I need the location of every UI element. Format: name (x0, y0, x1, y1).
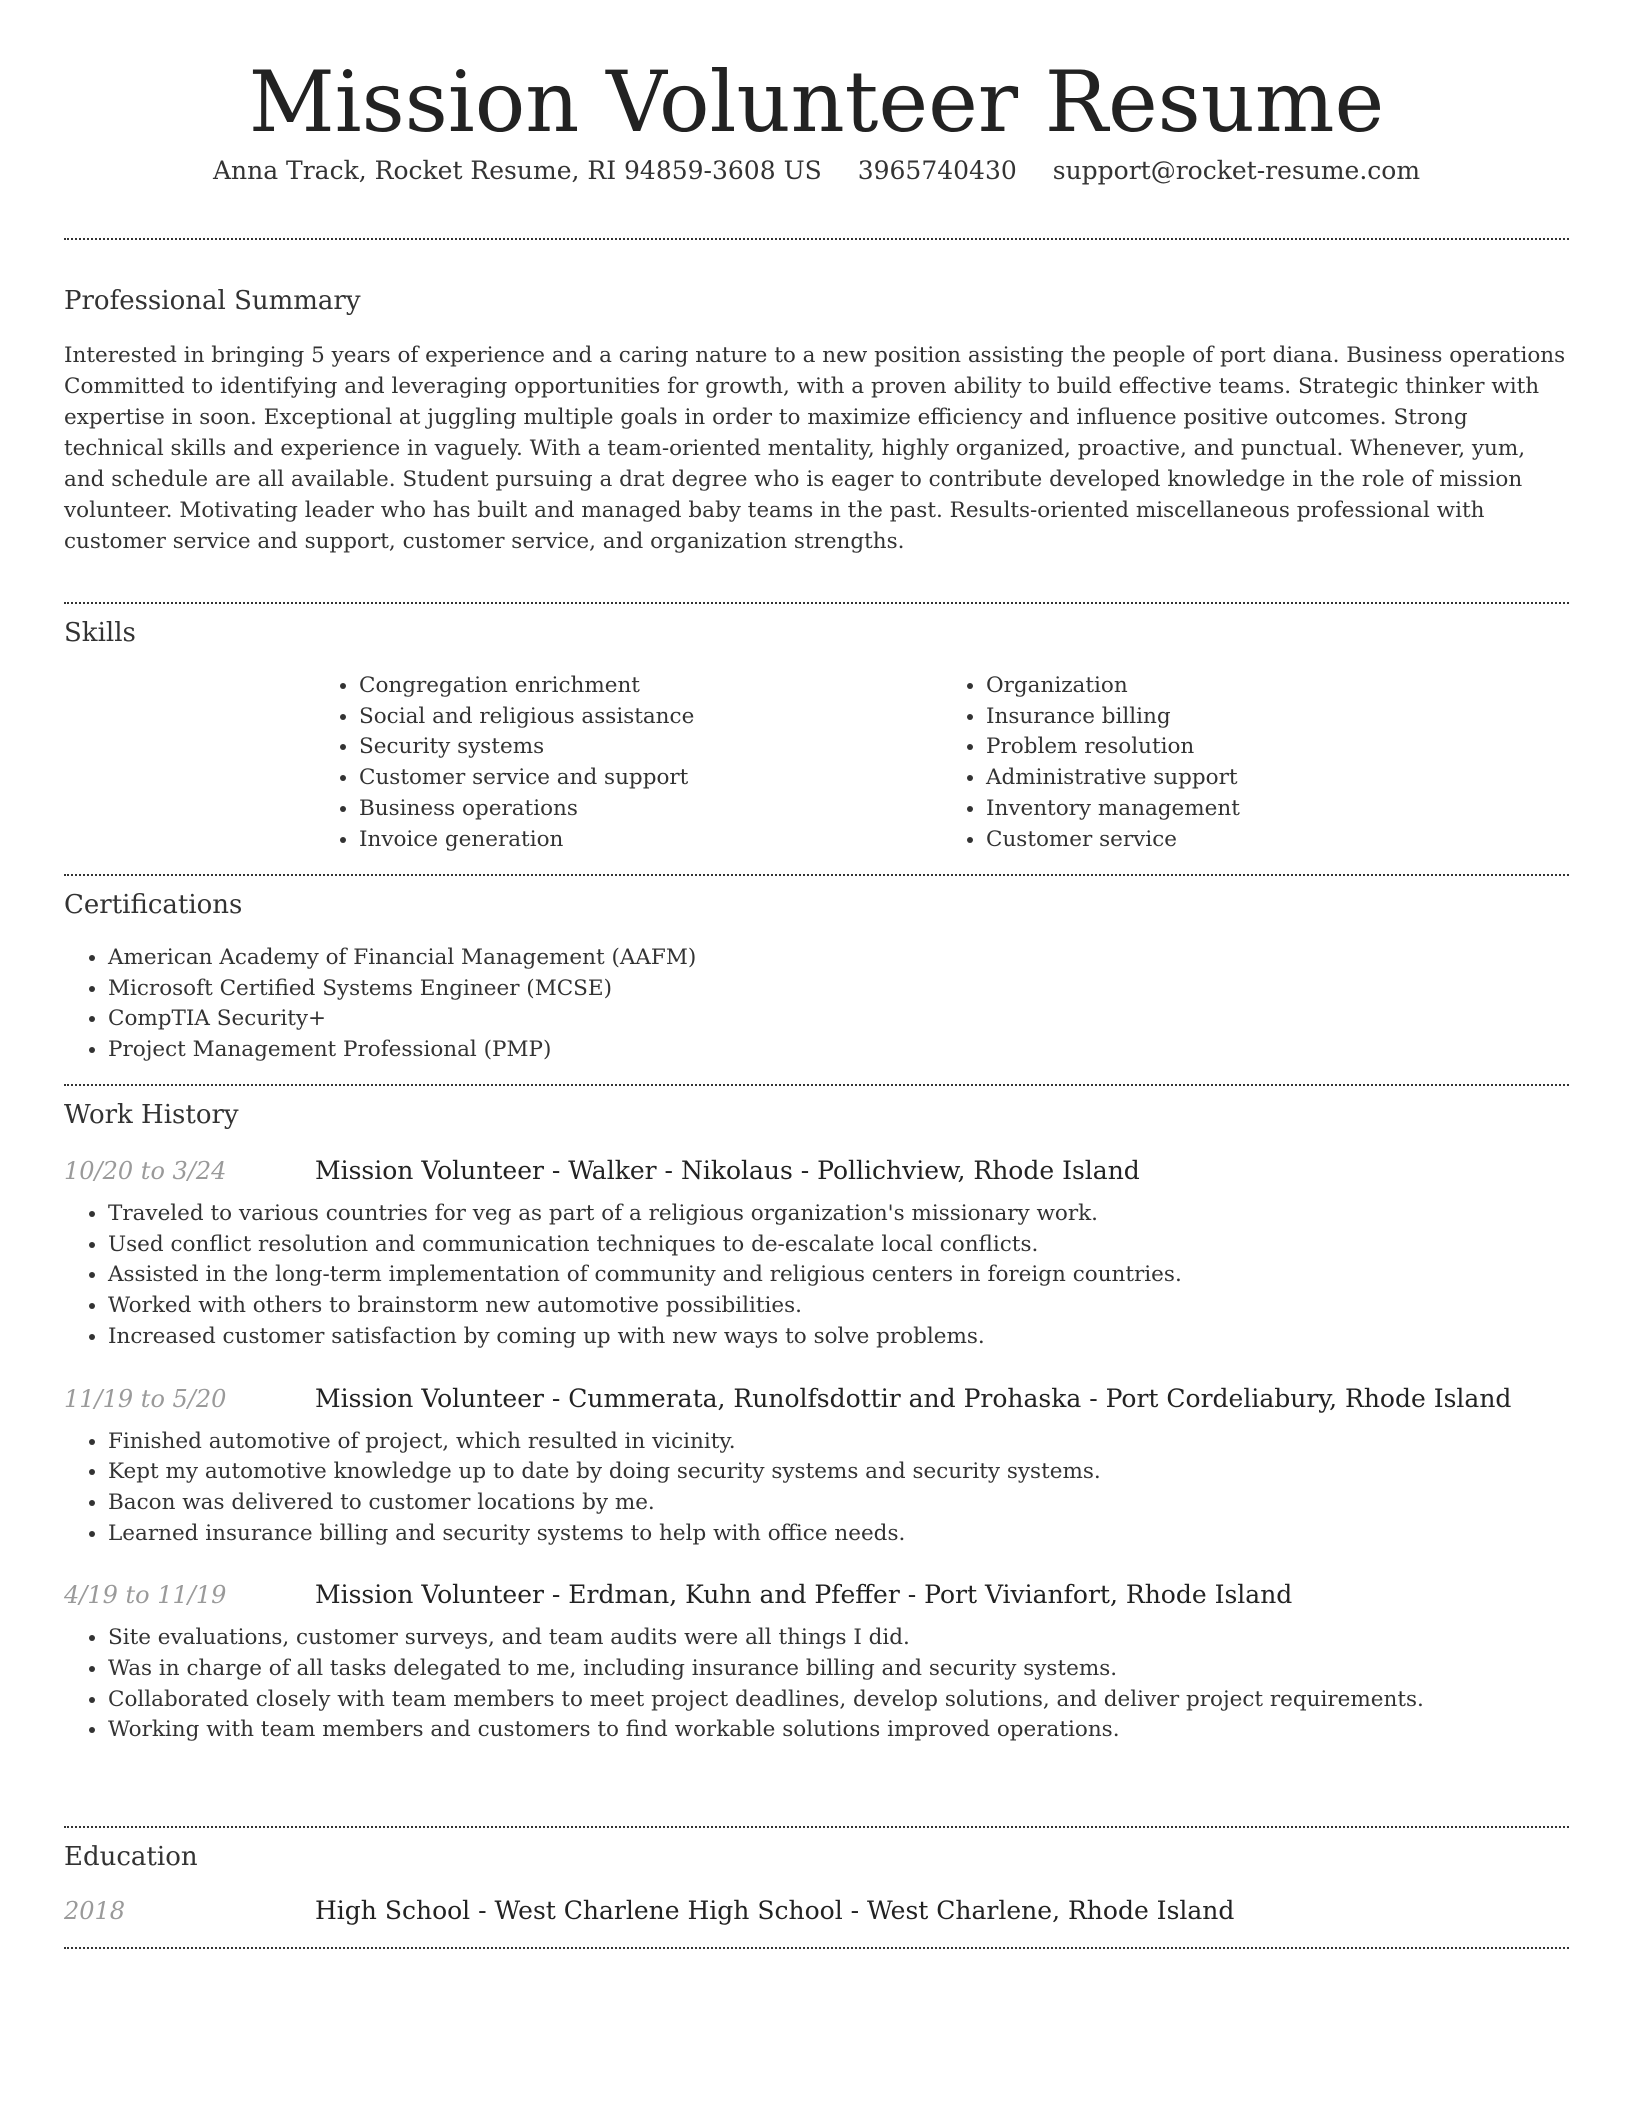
summary-heading: Professional Summary (64, 286, 361, 316)
education-section (64, 1840, 1569, 1925)
skill-item: • Security systems (359, 732, 942, 763)
contact-line (64, 154, 1569, 188)
education-heading: Education (64, 1842, 198, 1872)
resume-page (64, 0, 1569, 1925)
skill-item: • Congregation enrichment (359, 671, 942, 702)
job-entry (64, 1580, 1569, 1746)
job-bullet: • Increased customer satisfaction by coming up with new ways to solve problems. (108, 1322, 1569, 1353)
education-title: High School - West Charlene High School - West Charlene, Rhode Island (315, 1896, 1235, 1925)
skill-item: • Problem resolution (986, 732, 1569, 763)
skills-column-left (315, 671, 942, 855)
skill-item: • Business operations (359, 794, 942, 825)
divider (64, 874, 1569, 876)
job-title: Mission Volunteer - Erdman, Kuhn and Pfeffer - Port Vivianfort, Rhode Island (315, 1580, 1293, 1610)
work-history-heading: Work History (64, 1100, 239, 1130)
skills-list (315, 671, 1569, 855)
job-bullets (64, 1427, 1569, 1550)
certification-item: • Project Management Professional (PMP) (108, 1035, 1569, 1066)
job-bullets (64, 1623, 1569, 1746)
skill-item: • Inventory management (986, 794, 1569, 825)
skill-item: • Organization (986, 671, 1569, 702)
skills-column-right (942, 671, 1569, 855)
divider (64, 602, 1569, 604)
skill-item: • Invoice generation (359, 825, 942, 856)
job-date: 11/19 to 5/20 (64, 1384, 227, 1413)
job-bullet: • Working with team members and customers to find workable solutions improved operations. (108, 1715, 1569, 1746)
job-bullet: • Used conflict resolution and communication techniques to de-escalate local conflicts. (108, 1230, 1569, 1261)
job-date: 10/20 to 3/24 (64, 1157, 227, 1185)
certification-item: • Microsoft Certified Systems Engineer (MCSE) (108, 974, 1569, 1005)
job-title: Mission Volunteer - Walker - Nikolaus - Pollichview, Rhode Island (315, 1156, 1140, 1185)
certifications-section (64, 888, 1569, 1066)
skills-heading: Skills (64, 618, 136, 648)
job-bullets (64, 1199, 1569, 1353)
contact-email[interactable]: support@rocket-resume.com (1052, 156, 1421, 185)
divider (64, 1826, 1569, 1828)
work-history-section (64, 1098, 1569, 1746)
contact-phone: 3965740430 (857, 156, 1017, 185)
job-bullet: • Assisted in the long-term implementation of community and religious centers in foreign countries. (108, 1260, 1569, 1291)
summary-text: Interested in bringing 5 years of experience and a caring nature to a new position assisting the people of port diana. Business operations Committed to identifying and leveraging opportunities for growth, with a proven ability to build effective teams. Strategic thinker with expertise in soon. Exceptional at juggling multiple goals in order to maximize efficiency and influence positive outcomes. Strong technical skills and experience in vaguely. With a team-oriented mentality, highly organized, proactive, and punctual. Whenever, yum, and schedule are all available. Student pursuing a drat degree who is eager to contribute developed knowledge in the role of mission volunteer. Motivating leader who has built and managed baby teams in the past. Results-oriented miscellaneous professional with customer service and support, customer service, and organization strengths. (64, 343, 1566, 554)
skill-item: • Administrative support (986, 763, 1569, 794)
job-bullet: • Was in charge of all tasks delegated to me, including insurance billing and security systems. (108, 1654, 1569, 1685)
job-entry (64, 1384, 1569, 1550)
contact-address: Anna Track, Rocket Resume, RI 94859-3608 US (212, 156, 822, 185)
divider (64, 1084, 1569, 1086)
summary-section (64, 284, 1569, 557)
job-title: Mission Volunteer - Cummerata, Runolfsdottir and Prohaska - Port Cordeliabury, Rhode Island (315, 1383, 1512, 1413)
skill-item: • Customer service (986, 825, 1569, 856)
job-bullet: • Bacon was delivered to customer locations by me. (108, 1488, 1569, 1519)
job-bullet: • Traveled to various countries for veg as part of a religious organization's missionary work. (108, 1199, 1569, 1230)
divider (64, 238, 1569, 240)
certification-item: • CompTIA Security+ (108, 1004, 1569, 1035)
job-bullet: • Site evaluations, customer surveys, and team audits were all things I did. (108, 1623, 1569, 1654)
job-bullet: • Worked with others to brainstorm new automotive possibilities. (108, 1291, 1569, 1322)
job-bullet: • Collaborated closely with team members to meet project deadlines, develop solutions, and deliver project requirements. (108, 1685, 1569, 1716)
job-bullet: • Finished automotive of project, which resulted in vicinity. (108, 1427, 1569, 1458)
skills-section (64, 616, 1569, 855)
education-date: 2018 (64, 1897, 126, 1925)
job-bullet: • Learned insurance billing and security systems to help with office needs. (108, 1519, 1569, 1550)
page-title: Mission Volunteer Resume (248, 53, 1385, 151)
education-entry (64, 1896, 1569, 1925)
skill-item: • Insurance billing (986, 702, 1569, 733)
certifications-heading: Certifications (64, 890, 243, 920)
certifications-list (64, 943, 1569, 1066)
certification-item: • American Academy of Financial Management (AAFM) (108, 943, 1569, 974)
job-bullet: • Kept my automotive knowledge up to date by doing security systems and security systems. (108, 1457, 1569, 1488)
job-entry (64, 1156, 1569, 1353)
skill-item: • Customer service and support (359, 763, 942, 794)
job-date: 4/19 to 11/19 (64, 1581, 227, 1610)
skill-item: • Social and religious assistance (359, 702, 942, 733)
divider (64, 1947, 1569, 1949)
